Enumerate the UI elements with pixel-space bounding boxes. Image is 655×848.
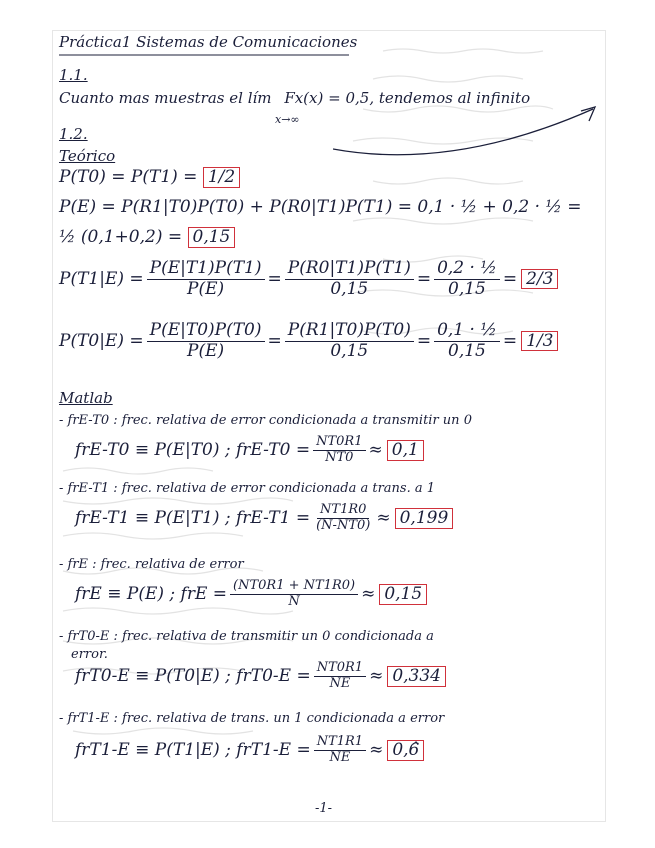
eq-posterior-t1 [59, 259, 558, 299]
eq5-equals-1: = [267, 331, 282, 352]
eq-posterior-t0 [59, 321, 558, 361]
section-1-1-sentence: Cuanto mas muestras el lím [59, 89, 272, 107]
eq4-fraction-1 [147, 259, 265, 299]
eq3-result-box: 0,15 [188, 227, 236, 248]
eq4-denominator-3: 0,15 [448, 278, 486, 299]
page-number: -1- [315, 801, 333, 816]
matlab-item-2-title: - frE-T1 : frec. relativa de error condicionada a trans. a 1 [59, 481, 436, 496]
eq5-result-box: 1/3 [521, 331, 558, 352]
eq4-numerator-3: 0,2 · ½ [434, 259, 500, 280]
eq4-result-box: 2/3 [521, 269, 558, 290]
i3-text: frE ≡ P(E) ; frE = [75, 584, 228, 605]
i4-fraction [314, 661, 366, 692]
eq-error-probability: P(E) = P(R1|T0)P(T0) + P(R0|T1)P(T1) = 0,1 · ½ + 0,2 · ½ = [59, 197, 582, 217]
eq5-fraction-1 [147, 321, 265, 361]
eq3-text: ½ (0,1+0,2) = [59, 227, 183, 247]
eq1-result-box: 1/2 [203, 167, 240, 188]
i2-result-box: 0,199 [395, 508, 454, 529]
matlab-item-5-equation [75, 735, 424, 766]
eq4-equals-2: = [416, 269, 432, 290]
limit-arrow [333, 101, 603, 161]
section-1-1-tail: , tendemos al infinito [369, 89, 531, 107]
eq4-denominator-2: 0,15 [330, 278, 369, 299]
i3-result-box: 0,15 [379, 584, 427, 605]
eq5-lhs: P(T0|E) = [59, 331, 144, 352]
eq4-numerator-2: P(R0|T1)P(T1) [285, 259, 414, 280]
matlab-item-4-title: - frT0-E : frec. relativa de transmitir un 0 condicionada a [59, 629, 434, 644]
i1-approx: ≈ [368, 440, 383, 461]
i4-numerator: NT0R1 [314, 661, 366, 677]
i3-denominator: N [288, 593, 300, 609]
i4-denominator: NE [329, 675, 351, 691]
eq4-denominator-1: P(E) [187, 278, 225, 299]
i2-numerator: NT1R0 [317, 503, 369, 519]
i4-result-box: 0,334 [387, 666, 446, 687]
section-1-1-label: 1.1. [59, 66, 88, 84]
i5-result-box: 0,6̂ [387, 740, 424, 761]
matlab-item-3-equation [75, 579, 427, 610]
matlab-item-2-equation [75, 503, 453, 534]
matlab-item-4-title-cont: error. [71, 647, 108, 662]
eq5-equals-2: = [416, 331, 432, 352]
matlab-item-1-title: - frE-T0 : frec. relativa de error condicionada a transmitir un 0 [59, 413, 472, 428]
eq-error-probability-result [59, 227, 235, 248]
eq4-numerator-1: P(E|T1)P(T1) [147, 259, 265, 280]
matlab-item-5-title: - frT1-E : frec. relativa de trans. un 1 condicionada a error [59, 711, 445, 726]
eq1-text: P(T0) = P(T1) = [59, 167, 198, 187]
i3-approx: ≈ [361, 584, 376, 605]
matlab-item-3-title: - frE : frec. relativa de error [59, 557, 244, 572]
i3-fraction [230, 579, 358, 610]
eq5-fraction-2 [285, 321, 414, 361]
i2-fraction [313, 503, 373, 534]
title-underline [59, 53, 359, 57]
eq5-numerator-1: P(E|T0)P(T0) [147, 321, 265, 342]
page-title: Práctica1 Sistemas de Comunicaciones [59, 33, 358, 51]
eq5-equals-3: = [502, 331, 518, 352]
eq4-fraction-3 [434, 259, 500, 299]
i2-text: frE-T1 ≡ P(E|T1) ; frE-T1 = [75, 508, 311, 529]
eq5-denominator-1: P(E) [187, 340, 225, 361]
i2-denominator: (N-NT0) [316, 517, 371, 533]
eq4-fraction-2 [285, 259, 414, 299]
matlab-heading: Matlab [59, 389, 113, 407]
i5-fraction [314, 735, 366, 766]
i1-text: frE-T0 ≡ P(E|T0) ; frE-T0 = [75, 440, 311, 461]
i3-numerator: (NT0R1 + NT1R0) [230, 579, 358, 595]
i5-approx: ≈ [369, 740, 384, 761]
eq5-numerator-2: P(R1|T0)P(T0) [285, 321, 414, 342]
eq5-fraction-3 [434, 321, 500, 361]
eq4-equals-1: = [267, 269, 282, 290]
eq-prior-probabilities [59, 167, 240, 188]
i4-approx: ≈ [369, 666, 384, 687]
eq4-lhs: P(T1|E) = [59, 269, 144, 290]
teorico-heading: Teórico [59, 147, 116, 165]
limit-expression: Fx(x) = 0,5 [284, 89, 370, 107]
section-1-2-label: 1.2. [59, 125, 88, 143]
i5-denominator: NE [329, 749, 351, 765]
notebook-page [52, 30, 606, 822]
eq5-numerator-3: 0,1 · ½ [434, 321, 500, 342]
i5-numerator: NT1R1 [314, 735, 366, 751]
matlab-item-4-equation [75, 661, 446, 692]
i4-text: frT0-E ≡ P(T0|E) ; frT0-E = [75, 666, 311, 687]
i1-denominator: NT0 [325, 449, 354, 465]
i2-approx: ≈ [376, 508, 391, 529]
eq4-equals-3: = [502, 269, 518, 290]
i1-numerator: NT0R1 [313, 435, 365, 451]
i1-result-box: 0,1 [387, 440, 424, 461]
i1-fraction [313, 435, 365, 466]
eq5-denominator-2: 0,15 [330, 340, 369, 361]
i5-text: frT1-E ≡ P(T1|E) ; frT1-E = [75, 740, 311, 761]
eq5-denominator-3: 0,15 [448, 340, 486, 361]
limit-subscript: x→∞ [275, 113, 300, 126]
matlab-item-1-equation [75, 435, 424, 466]
